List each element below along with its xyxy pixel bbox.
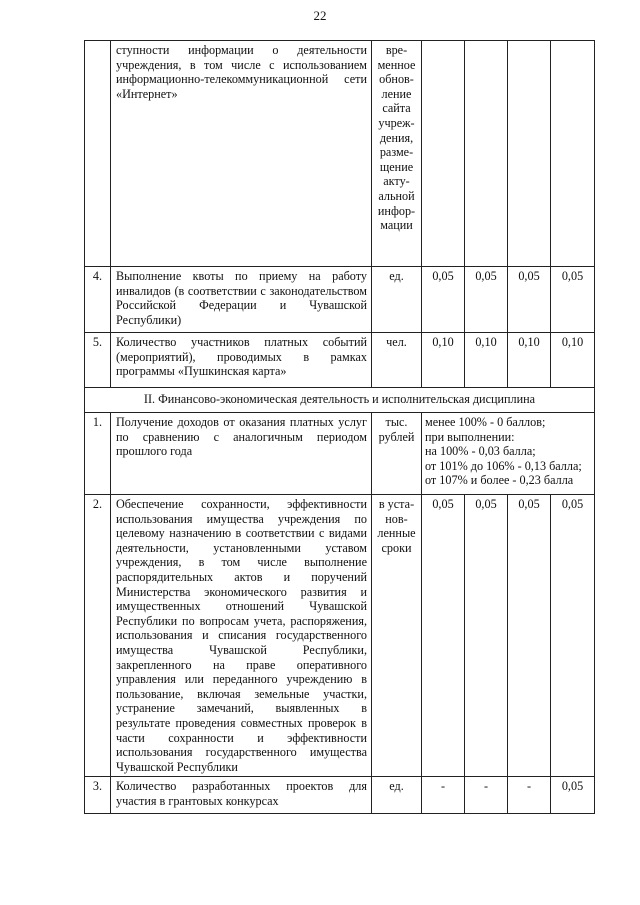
row-number: 5. bbox=[85, 333, 111, 388]
value-cell: 0,05 bbox=[508, 495, 551, 777]
indicator-text: Получение доходов от оказания платных услуг по сравнению с аналогичным периодом прошлого года bbox=[111, 413, 372, 495]
row-number: 3. bbox=[85, 777, 111, 814]
value-cell: 0,05 bbox=[465, 495, 508, 777]
value-cell bbox=[422, 41, 465, 267]
unit-line: инфор- bbox=[377, 203, 416, 218]
unit-line: рублей bbox=[378, 429, 415, 444]
unit-cell bbox=[372, 413, 422, 495]
row-number: 2. bbox=[85, 495, 111, 777]
unit-line: альной bbox=[378, 188, 415, 203]
unit-line: ленные bbox=[377, 526, 416, 541]
unit-cell: чел. bbox=[372, 333, 422, 388]
value-cell: - bbox=[422, 777, 465, 814]
criteria-line: при выполнении: bbox=[425, 429, 515, 444]
unit-line: акту- bbox=[383, 174, 410, 189]
value-cell bbox=[551, 41, 595, 267]
table-row bbox=[85, 495, 595, 777]
indicator-text: Выполнение квоты по приему на работу инвалидов (в соответствии с законодательством Российской Федерации и Чувашской Республики) bbox=[111, 267, 372, 333]
indicator-text: Количество разработанных проектов для участия в грантовых конкурсах bbox=[111, 777, 372, 814]
criteria-line: на 100% - 0,03 балла; bbox=[425, 444, 536, 459]
indicator-text: Обеспечение сохранности, эффективности использования имущества учреждения по целевому назначению в соответствии с видами деятельности, установленными уставом учреждения, в том числе выполнение распорядительных актов и поручений Министерства экономического развития и имущественных отношений Чувашской Республики по вопросам учета, распоряжения, использования и списания государственного имущества Чувашской Республики, закрепленного на праве оперативного управления или переданного учреждению в пользование, включая земельные участки, устранение замечаний, выявленных в результате проведения совместных проверок в части сохранности и эффективности использования государственного имущества Чувашской Республики bbox=[111, 495, 372, 777]
unit-line: учреж- bbox=[378, 115, 415, 130]
criteria-cell bbox=[422, 413, 595, 495]
value-cell: 0,05 bbox=[551, 495, 595, 777]
unit-line: ление bbox=[381, 86, 412, 101]
value-cell: - bbox=[465, 777, 508, 814]
unit-line: вре- bbox=[385, 43, 408, 57]
unit-line: сайта bbox=[382, 101, 411, 116]
table-row bbox=[85, 777, 595, 814]
unit-cell: ед. bbox=[372, 777, 422, 814]
table-row bbox=[85, 267, 595, 333]
value-cell: 0,05 bbox=[422, 495, 465, 777]
indicator-text: ступности информации о деятельности учреждения, в том числе с использованием информационно-телекоммуникационной сети «Интернет» bbox=[111, 41, 372, 267]
unit-line: менное bbox=[377, 57, 416, 72]
criteria-line: менее 100% - 0 баллов; bbox=[425, 415, 546, 429]
unit-line: в уста- bbox=[378, 497, 415, 511]
unit-cell bbox=[372, 41, 422, 267]
row-number: 1. bbox=[85, 413, 111, 495]
unit-line: нов- bbox=[385, 511, 408, 526]
unit-cell bbox=[372, 495, 422, 777]
unit-line: дения, bbox=[379, 130, 414, 145]
row-number bbox=[85, 41, 111, 267]
value-cell: 0,05 bbox=[551, 777, 595, 814]
value-cell bbox=[508, 41, 551, 267]
unit-line: сроки bbox=[381, 540, 412, 555]
table-row bbox=[85, 333, 595, 388]
row-number: 4. bbox=[85, 267, 111, 333]
section-row bbox=[85, 388, 595, 413]
criteria-line: от 101% до 106% - 0,13 балла; bbox=[425, 458, 582, 473]
value-cell: 0,10 bbox=[551, 333, 595, 388]
table-row bbox=[85, 41, 595, 267]
table-row bbox=[85, 413, 595, 495]
value-cell: 0,05 bbox=[465, 267, 508, 333]
value-cell: 0,05 bbox=[422, 267, 465, 333]
value-cell bbox=[465, 41, 508, 267]
criteria-line: от 107% и более - 0,23 балла bbox=[425, 473, 574, 488]
indicators-table bbox=[84, 40, 595, 814]
page-number: 22 bbox=[313, 8, 327, 23]
unit-cell: ед. bbox=[372, 267, 422, 333]
unit-line: щение bbox=[379, 159, 414, 174]
unit-line: тыс. bbox=[385, 415, 408, 429]
value-cell: 0,10 bbox=[422, 333, 465, 388]
value-cell: 0,10 bbox=[508, 333, 551, 388]
indicator-text: Количество участников платных событий (мероприятий), проводимых в рамках программы «Пушкинская карта» bbox=[111, 333, 372, 388]
unit-line: разме- bbox=[379, 145, 414, 160]
value-cell: - bbox=[508, 777, 551, 814]
unit-line: мации bbox=[380, 218, 413, 233]
section-heading: II. Финансово-экономическая деятельность и исполнительская дисциплина bbox=[85, 388, 595, 413]
value-cell: 0,05 bbox=[551, 267, 595, 333]
value-cell: 0,10 bbox=[465, 333, 508, 388]
unit-line: обнов- bbox=[379, 72, 414, 87]
value-cell: 0,05 bbox=[508, 267, 551, 333]
